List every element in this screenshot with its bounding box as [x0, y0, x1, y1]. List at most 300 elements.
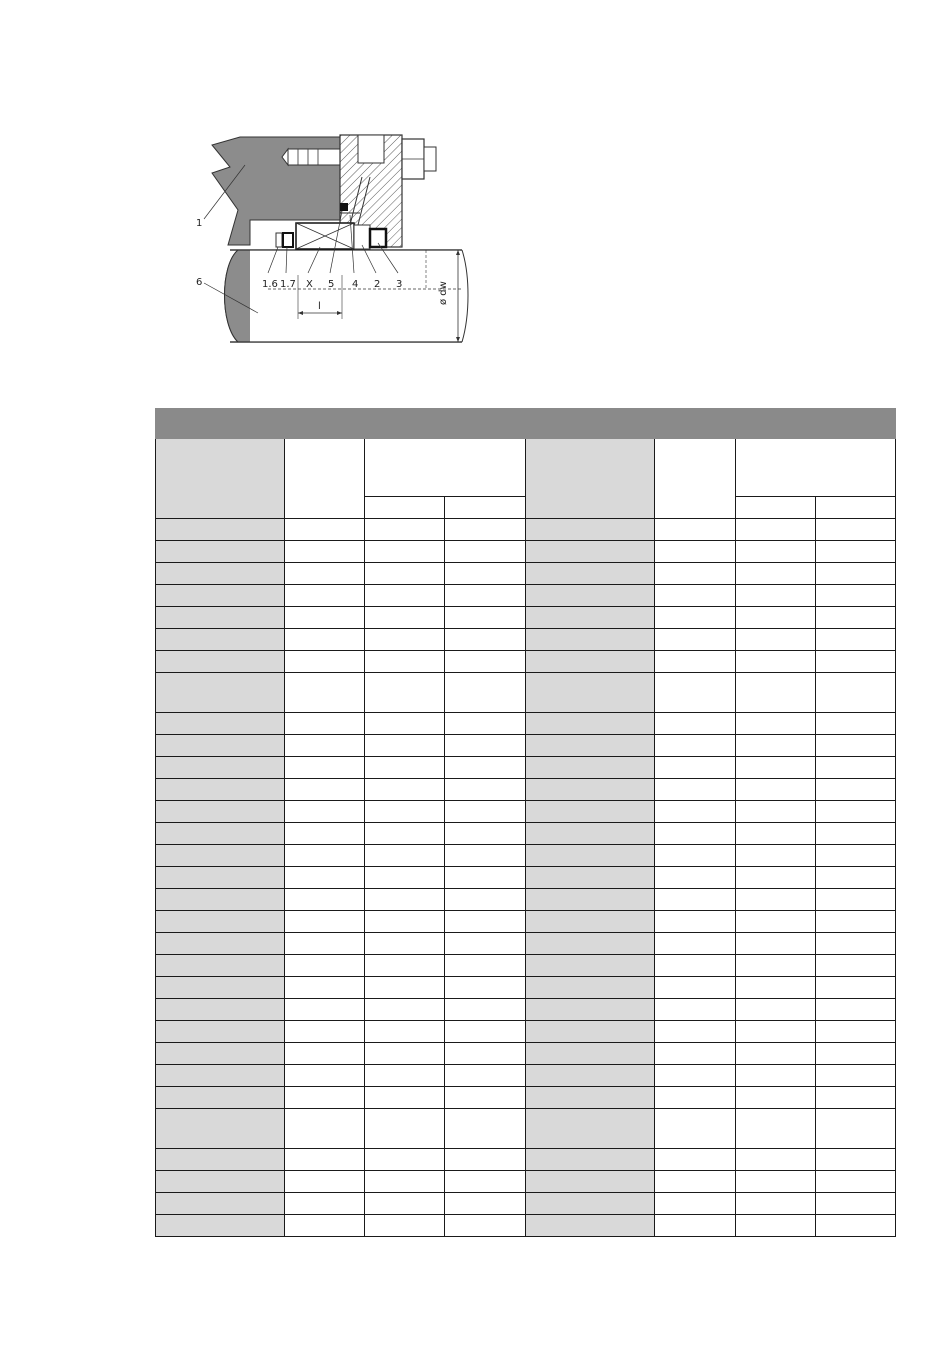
- table-row: [156, 933, 896, 955]
- callout-1-7: 1.7: [280, 279, 296, 290]
- table-cell: [285, 1109, 365, 1149]
- table-cell: [816, 1087, 896, 1109]
- size-cell: [526, 1065, 655, 1087]
- size-cell: [156, 735, 285, 757]
- table-row: [156, 867, 896, 889]
- size-cell: [156, 1149, 285, 1171]
- table-cell: [655, 845, 736, 867]
- table-cell: [655, 933, 736, 955]
- header-col-2: [285, 439, 365, 519]
- table-cell: [445, 779, 526, 801]
- size-cell: [156, 1065, 285, 1087]
- callout-2: 2: [374, 279, 381, 290]
- table-cell: [285, 889, 365, 911]
- table-cell: [445, 651, 526, 673]
- table-cell: [736, 651, 816, 673]
- table-row: [156, 999, 896, 1021]
- table-cell: [445, 585, 526, 607]
- table-row: [156, 1193, 896, 1215]
- callout-shaft: 6: [196, 277, 203, 288]
- size-cell: [526, 563, 655, 585]
- table-cell: [365, 845, 445, 867]
- table-row: [156, 735, 896, 757]
- size-cell: [526, 933, 655, 955]
- size-cell: [156, 845, 285, 867]
- table-cell: [365, 585, 445, 607]
- table-cell: [816, 713, 896, 735]
- table-cell: [655, 1215, 736, 1237]
- table-cell: [816, 629, 896, 651]
- table-cell: [445, 673, 526, 713]
- table-cell: [655, 757, 736, 779]
- table-cell: [285, 1065, 365, 1087]
- table-cell: [365, 889, 445, 911]
- table-cell: [736, 933, 816, 955]
- table-cell: [736, 1043, 816, 1065]
- size-cell: [156, 911, 285, 933]
- callout-4: 4: [352, 279, 359, 290]
- table-cell: [285, 519, 365, 541]
- table-row: [156, 585, 896, 607]
- table-cell: [365, 757, 445, 779]
- table-row: [156, 1087, 896, 1109]
- table-cell: [365, 629, 445, 651]
- table-cell: [285, 867, 365, 889]
- table-cell: [285, 911, 365, 933]
- table-cell: [365, 673, 445, 713]
- table-cell: [365, 519, 445, 541]
- table-cell: [736, 1109, 816, 1149]
- size-cell: [156, 629, 285, 651]
- table-cell: [365, 955, 445, 977]
- table-cell: [736, 1065, 816, 1087]
- table-cell: [445, 1043, 526, 1065]
- table-cell: [816, 955, 896, 977]
- size-cell: [526, 673, 655, 713]
- table-cell: [816, 673, 896, 713]
- size-cell: [526, 519, 655, 541]
- table-cell: [655, 1109, 736, 1149]
- table-cell: [655, 1087, 736, 1109]
- table-cell: [736, 519, 816, 541]
- size-cell: [526, 977, 655, 999]
- table-cell: [655, 999, 736, 1021]
- table-cell: [365, 977, 445, 999]
- table-cell: [365, 1171, 445, 1193]
- size-cell: [156, 651, 285, 673]
- table-cell: [655, 955, 736, 977]
- table-cell: [445, 1021, 526, 1043]
- table-cell: [365, 1087, 445, 1109]
- seat-3: [370, 229, 386, 247]
- table-cell: [655, 1065, 736, 1087]
- size-cell: [156, 999, 285, 1021]
- table-cell: [285, 713, 365, 735]
- size-cell: [526, 911, 655, 933]
- table-row: [156, 629, 896, 651]
- table-cell: [445, 977, 526, 999]
- table-cell: [816, 999, 896, 1021]
- size-cell: [526, 845, 655, 867]
- table-row: [156, 1021, 896, 1043]
- table-cell: [285, 607, 365, 629]
- table-cell: [816, 1065, 896, 1087]
- table-cell: [445, 629, 526, 651]
- table-cell: [816, 757, 896, 779]
- table-cell: [816, 823, 896, 845]
- size-cell: [156, 541, 285, 563]
- size-cell: [526, 651, 655, 673]
- table-cell: [736, 845, 816, 867]
- table-cell: [285, 757, 365, 779]
- table-cell: [365, 651, 445, 673]
- table-row: [156, 651, 896, 673]
- table-cell: [365, 823, 445, 845]
- table-cell: [816, 977, 896, 999]
- table-cell: [655, 629, 736, 651]
- table-cell: [816, 911, 896, 933]
- table-cell: [365, 999, 445, 1021]
- table-cell: [365, 735, 445, 757]
- size-cell: [526, 607, 655, 629]
- table-cell: [285, 1215, 365, 1237]
- table-cell: [285, 779, 365, 801]
- table-cell: [655, 651, 736, 673]
- table-cell: [285, 1021, 365, 1043]
- size-cell: [526, 823, 655, 845]
- table-cell: [445, 1193, 526, 1215]
- table-cell: [365, 1149, 445, 1171]
- size-cell: [156, 713, 285, 735]
- subheader-right-a: [736, 497, 816, 519]
- size-cell: [156, 585, 285, 607]
- table-cell: [445, 845, 526, 867]
- table-cell: [655, 911, 736, 933]
- table-cell: [816, 607, 896, 629]
- table-cell: [365, 541, 445, 563]
- size-cell: [156, 889, 285, 911]
- table-cell: [365, 1193, 445, 1215]
- size-cell: [156, 1021, 285, 1043]
- o-ring-5: [340, 203, 348, 211]
- callout-housing: 1: [196, 218, 203, 229]
- table-cell: [816, 889, 896, 911]
- table-cell: [655, 607, 736, 629]
- table-cell: [365, 1065, 445, 1087]
- table-cell: [736, 735, 816, 757]
- table-cell: [445, 757, 526, 779]
- table-cell: [445, 1149, 526, 1171]
- table-cell: [285, 673, 365, 713]
- table-cell: [736, 713, 816, 735]
- table-cell: [285, 1043, 365, 1065]
- header-group-right: [736, 439, 896, 497]
- table-cell: [736, 999, 816, 1021]
- table-row: [156, 519, 896, 541]
- table-cell: [445, 955, 526, 977]
- table-cell: [445, 1109, 526, 1149]
- size-cell: [526, 1149, 655, 1171]
- size-cell: [526, 999, 655, 1021]
- table-row: [156, 955, 896, 977]
- table-cell: [285, 933, 365, 955]
- size-cell: [526, 955, 655, 977]
- size-cell: [156, 757, 285, 779]
- table-cell: [816, 1021, 896, 1043]
- table-cell: [365, 1109, 445, 1149]
- table-cell: [365, 563, 445, 585]
- table-row: [156, 977, 896, 999]
- header-group-left: [365, 439, 526, 497]
- table-cell: [736, 823, 816, 845]
- table-cell: [736, 607, 816, 629]
- size-cell: [526, 629, 655, 651]
- table-cell: [736, 1193, 816, 1215]
- subheader-left-b: [445, 497, 526, 519]
- table-row: [156, 823, 896, 845]
- table-cell: [445, 607, 526, 629]
- table-cell: [285, 1087, 365, 1109]
- table-cell: [655, 1043, 736, 1065]
- callout-5: 5: [328, 279, 335, 290]
- table-cell: [736, 977, 816, 999]
- size-cell: [156, 1171, 285, 1193]
- table-cell: [365, 1021, 445, 1043]
- table-cell: [445, 519, 526, 541]
- table-cell: [365, 911, 445, 933]
- table-cell: [445, 1215, 526, 1237]
- table-cell: [736, 757, 816, 779]
- table-cell: [365, 801, 445, 823]
- table-cell: [445, 999, 526, 1021]
- table-cell: [365, 1043, 445, 1065]
- size-cell: [156, 1109, 285, 1149]
- table-cell: [285, 801, 365, 823]
- table-cell: [285, 585, 365, 607]
- table-cell: [445, 1171, 526, 1193]
- table-cell: [285, 563, 365, 585]
- size-cell: [156, 563, 285, 585]
- table-cell: [445, 541, 526, 563]
- seal-ring-1-6: [276, 233, 282, 247]
- table-cell: [816, 933, 896, 955]
- table-cell: [445, 823, 526, 845]
- table-cell: [816, 735, 896, 757]
- table-cell: [285, 845, 365, 867]
- table-row: [156, 1149, 896, 1171]
- size-cell: [156, 1043, 285, 1065]
- table-row: [156, 845, 896, 867]
- table-cell: [736, 585, 816, 607]
- table-cell: [445, 911, 526, 933]
- table-cell: [445, 889, 526, 911]
- size-cell: [156, 1215, 285, 1237]
- size-cell: [526, 713, 655, 735]
- table-cell: [816, 651, 896, 673]
- table-row: [156, 607, 896, 629]
- size-cell: [156, 779, 285, 801]
- table-cell: [365, 933, 445, 955]
- table-banner-row: [156, 409, 896, 439]
- table-cell: [816, 585, 896, 607]
- table-cell: [285, 977, 365, 999]
- header-col-6: [655, 439, 736, 519]
- table-cell: [736, 911, 816, 933]
- table-cell: [736, 1149, 816, 1171]
- table-cell: [816, 563, 896, 585]
- table-cell: [816, 801, 896, 823]
- size-cell: [156, 1193, 285, 1215]
- table-row: [156, 673, 896, 713]
- table-cell: [736, 779, 816, 801]
- table-cell: [816, 845, 896, 867]
- table-cell: [365, 867, 445, 889]
- table-cell: [655, 779, 736, 801]
- table-cell: [816, 1109, 896, 1149]
- size-cell: [526, 1171, 655, 1193]
- size-cell: [526, 801, 655, 823]
- table-cell: [445, 563, 526, 585]
- size-cell: [526, 1021, 655, 1043]
- seal-ring-1-7: [283, 233, 293, 247]
- table-cell: [655, 713, 736, 735]
- size-cell: [156, 867, 285, 889]
- table-cell: [655, 563, 736, 585]
- table-cell: [655, 1193, 736, 1215]
- table-cell: [655, 977, 736, 999]
- table-cell: [655, 801, 736, 823]
- table-cell: [655, 823, 736, 845]
- callout-3: 3: [396, 279, 403, 290]
- size-cell: [526, 889, 655, 911]
- subheader-right-b: [816, 497, 896, 519]
- table-cell: [445, 735, 526, 757]
- table-cell: [736, 673, 816, 713]
- table-cell: [736, 1087, 816, 1109]
- table-cell: [365, 1215, 445, 1237]
- callout-x: X: [306, 279, 313, 290]
- table-cell: [816, 1171, 896, 1193]
- size-cell: [156, 933, 285, 955]
- table-row: [156, 1065, 896, 1087]
- table-cell: [445, 933, 526, 955]
- table-cell: [816, 519, 896, 541]
- table-cell: [655, 867, 736, 889]
- table-cell: [736, 563, 816, 585]
- table-cell: [445, 1065, 526, 1087]
- table-cell: [365, 779, 445, 801]
- table-cell: [736, 801, 816, 823]
- table-cell: [736, 867, 816, 889]
- table-cell: [655, 673, 736, 713]
- table-row: [156, 541, 896, 563]
- stud-bolt: [288, 149, 340, 165]
- table-cell: [736, 541, 816, 563]
- table-cell: [285, 1193, 365, 1215]
- size-cell: [156, 801, 285, 823]
- size-cell: [526, 1193, 655, 1215]
- table-cell: [365, 713, 445, 735]
- table-cell: [655, 541, 736, 563]
- table-row: [156, 713, 896, 735]
- table-row: [156, 1109, 896, 1149]
- table-row: [156, 563, 896, 585]
- subheader-left-a: [365, 497, 445, 519]
- table-cell: [816, 541, 896, 563]
- table-cell: [285, 735, 365, 757]
- size-cell: [526, 585, 655, 607]
- table-cell: [655, 1171, 736, 1193]
- table-cell: [365, 607, 445, 629]
- dimension-diameter-label: ø dw: [438, 281, 449, 305]
- table-cell: [736, 889, 816, 911]
- table-header-row: [156, 439, 896, 497]
- size-cell: [526, 1087, 655, 1109]
- size-cell: [526, 735, 655, 757]
- table-cell: [285, 629, 365, 651]
- size-cell: [526, 1215, 655, 1237]
- table-cell: [285, 1149, 365, 1171]
- seal-cross-section-drawing: [190, 125, 480, 350]
- table-cell: [736, 629, 816, 651]
- table-cell: [816, 1215, 896, 1237]
- header-size-right: [526, 439, 655, 519]
- table-row: [156, 1215, 896, 1237]
- table-row: [156, 911, 896, 933]
- table-cell: [285, 1171, 365, 1193]
- size-cell: [156, 607, 285, 629]
- table-cell: [655, 735, 736, 757]
- table-cell: [816, 1149, 896, 1171]
- table-row: [156, 1171, 896, 1193]
- header-size-left: [156, 439, 285, 519]
- table-cell: [736, 1215, 816, 1237]
- size-cell: [526, 541, 655, 563]
- table-cell: [285, 651, 365, 673]
- table-cell: [736, 1021, 816, 1043]
- size-cell: [526, 757, 655, 779]
- table-cell: [736, 955, 816, 977]
- size-cell: [156, 673, 285, 713]
- table-cell: [445, 801, 526, 823]
- dimension-table: [155, 408, 896, 1237]
- table-cell: [445, 867, 526, 889]
- table-row: [156, 801, 896, 823]
- table-row: [156, 1043, 896, 1065]
- size-cell: [526, 867, 655, 889]
- table-cell: [816, 779, 896, 801]
- table-cell: [655, 889, 736, 911]
- table-cell: [816, 1043, 896, 1065]
- size-cell: [526, 779, 655, 801]
- size-cell: [526, 1109, 655, 1149]
- dimension-length-label: l: [318, 301, 321, 312]
- table-cell: [816, 1193, 896, 1215]
- table-cell: [736, 1171, 816, 1193]
- table-cell: [655, 1021, 736, 1043]
- size-cell: [526, 1043, 655, 1065]
- table-cell: [445, 1087, 526, 1109]
- table-cell: [285, 823, 365, 845]
- table-cell: [655, 1149, 736, 1171]
- table-cell: [285, 955, 365, 977]
- table-row: [156, 889, 896, 911]
- table-cell: [285, 541, 365, 563]
- table-banner: [156, 409, 896, 439]
- table-cell: [655, 519, 736, 541]
- size-cell: [156, 977, 285, 999]
- table-row: [156, 757, 896, 779]
